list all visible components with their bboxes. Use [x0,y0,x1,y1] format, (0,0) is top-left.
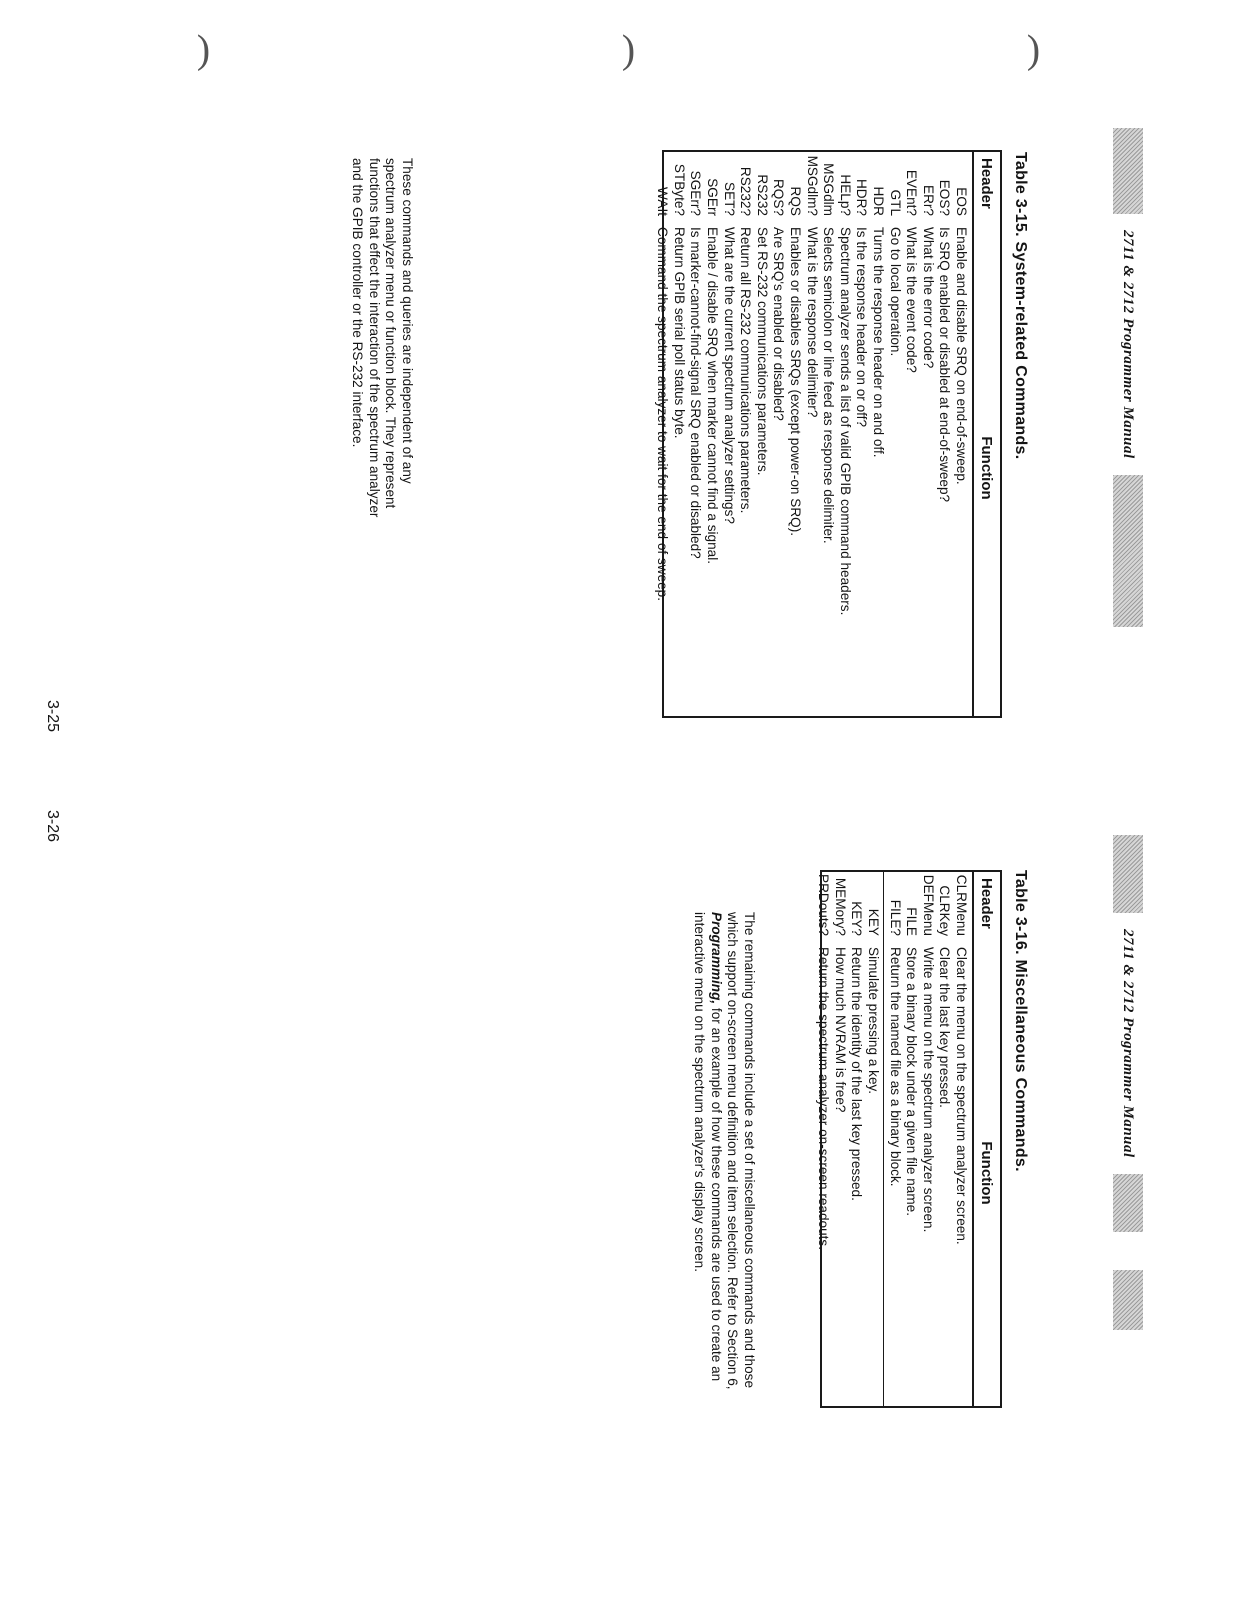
table-row [836,152,853,716]
command-header: CLRMenu [954,874,969,936]
header-shade-bar [1113,475,1143,627]
system-commands-table [655,150,1002,718]
table-row [886,872,903,1406]
command-header: CLRKey [937,885,953,936]
command-header: KEY [866,908,882,936]
paragraph-text: for an example of how these commands are used to create an interactive menu on the spectrum analyzer's display screen. [692,912,724,1382]
column-header-header: Header [978,158,996,209]
command-header: EVEnt? [904,169,920,216]
command-function: What is the error code? [920,227,936,369]
command-function: Return the identity of the last key pressed. [849,947,865,1201]
table-row [853,152,870,716]
command-function: Are SRQ's enabled or disabled? [771,227,787,421]
command-function: What is the response delimiter? [804,227,820,418]
page-number: 3-25 [44,700,61,733]
table-row [815,872,832,1406]
table-title: Table 3-16. Miscellaneous Commands. [1012,870,1029,1172]
table-row [919,152,936,716]
command-function: Return all RS-232 communications parameters. [738,227,754,514]
table-row [936,152,953,716]
command-header: WAIt [655,187,671,216]
command-header: RQS [788,186,804,216]
table-row [687,152,704,716]
command-header: MEMory? [832,877,848,936]
column-header-function: Function [978,1141,996,1205]
command-function: Enable / disable SRQ when marker cannot find a signal. [705,227,721,565]
command-header: DEFMenu [920,874,936,936]
section-reference: Programming, [708,912,724,1005]
command-function: Enable and disable SRQ on end-of-sweep. [954,227,969,485]
table-row [786,152,803,716]
column-header-header: Header [978,878,996,929]
intro-paragraph: These commands and queries are independent of any spectrum analyzer menu or function block. They represent functions that effect the interaction of the spectrum analyzer and the GPIB controller or the RS-232 interface. [350,158,415,518]
table-row [886,152,903,716]
command-function: Return GPIB serial poll status byte. [671,227,687,439]
table-header-row [972,152,1000,716]
table-row [919,872,936,1406]
table-row [869,152,886,716]
table-row [803,152,820,716]
command-function: Is SRQ enabled or disabled at end-of-sweep? [937,227,953,503]
command-header: FILE? [887,899,903,936]
table-header-row [972,872,1000,1406]
command-function: Is marker-cannot-find-signal SRQ enabled or disabled? [688,227,704,559]
header-shade-bar [1113,835,1143,913]
miscellaneous-commands-table [816,870,1002,1408]
command-header: SGErr [705,178,721,216]
command-function: What is the event code? [904,227,920,373]
header-shade-bar [1113,128,1143,214]
command-function: What are the current spectrum analyzer settings? [721,227,737,524]
page-number: 3-26 [44,810,61,843]
command-header: EOS [954,187,969,216]
command-function: Selects semicolon or line feed as response delimiter. [821,227,837,544]
table-row [903,872,920,1406]
command-function: Command the spectrum analyzer to wait for the end of sweep. [655,227,671,602]
table-row [936,872,953,1406]
command-header: EOS? [937,179,953,216]
table-row [903,152,920,716]
command-function: Go to local operation. [887,227,903,357]
command-header: RQS? [771,178,787,216]
command-function: How much NVRAM is free? [832,947,848,1113]
command-header: KEY? [849,901,865,936]
table-row [720,152,737,716]
punch-mark: ( [621,34,636,80]
command-header: HELp? [837,174,853,216]
command-header: GTL [887,189,903,216]
table-body [815,872,972,1406]
column-header-function: Function [978,436,996,500]
command-function: Spectrum analyzer sends a list of valid GPIB command headers. [837,227,853,616]
table-row [753,152,770,716]
command-header: MSGdlm? [804,155,820,216]
command-function: Set RS-232 communications parameters. [754,227,770,476]
table-row [952,872,969,1406]
table-row [864,872,881,1406]
command-function: Write a menu on the spectrum analyzer screen. [920,947,936,1233]
header-shade-bar [1113,1270,1143,1330]
punch-mark: ( [1026,34,1041,80]
command-header: PRDouts? [816,874,832,936]
punch-mark: ( [196,34,211,80]
table-body [654,152,972,716]
command-header: MSGdlm [821,163,837,216]
command-header: STByte? [671,163,687,216]
command-function: Enables or disables SRQs (except power-on SRQ). [788,227,804,537]
command-function: Clear the menu on the spectrum analyzer screen. [954,947,969,1245]
command-header: ERr? [920,185,936,216]
paragraph-text: The remaining commands include a set of miscellaneous commands and those which support on-screen menu definition and item selection. Refer to Section 6, [725,912,757,1390]
table-row [704,152,721,716]
command-function: Turns the response header on and off. [871,227,887,458]
command-header: RS232? [738,166,754,216]
command-header: FILE [904,907,920,936]
command-function: Clear the last key pressed. [937,947,953,1108]
command-header: HDR? [854,178,870,216]
command-function: Simulate pressing a key. [866,947,882,1095]
table-row [831,872,848,1406]
table-row [848,872,865,1406]
command-function: Return the named file as a binary block. [887,947,903,1187]
running-header-text: 2711 & 2712 Programmer Manual [1120,929,1137,1158]
command-function: Is the response header on or off? [854,227,870,428]
command-header: HDR [871,186,887,216]
running-header [1112,835,1144,1330]
header-shade-bar [1113,1174,1143,1232]
table-row [654,152,671,716]
command-function: Return the spectrum analyzer on-screen readouts. [816,947,832,1250]
table-row [820,152,837,716]
page-3-26 [0,800,1237,1600]
command-header: RS232 [754,174,770,216]
command-function: Store a binary block under a given file name. [904,947,920,1217]
table-row [670,152,687,716]
table-row [770,152,787,716]
intro-paragraph [691,912,757,1400]
table-row [737,152,754,716]
command-header: SET? [721,182,737,216]
table-title: Table 3-15. System-related Commands. [1012,152,1029,460]
table-row [952,152,969,716]
command-header: SGErr? [688,170,704,216]
row-separator [883,872,884,1406]
running-header [1112,128,1144,627]
running-header-text: 2711 & 2712 Programmer Manual [1120,230,1137,459]
